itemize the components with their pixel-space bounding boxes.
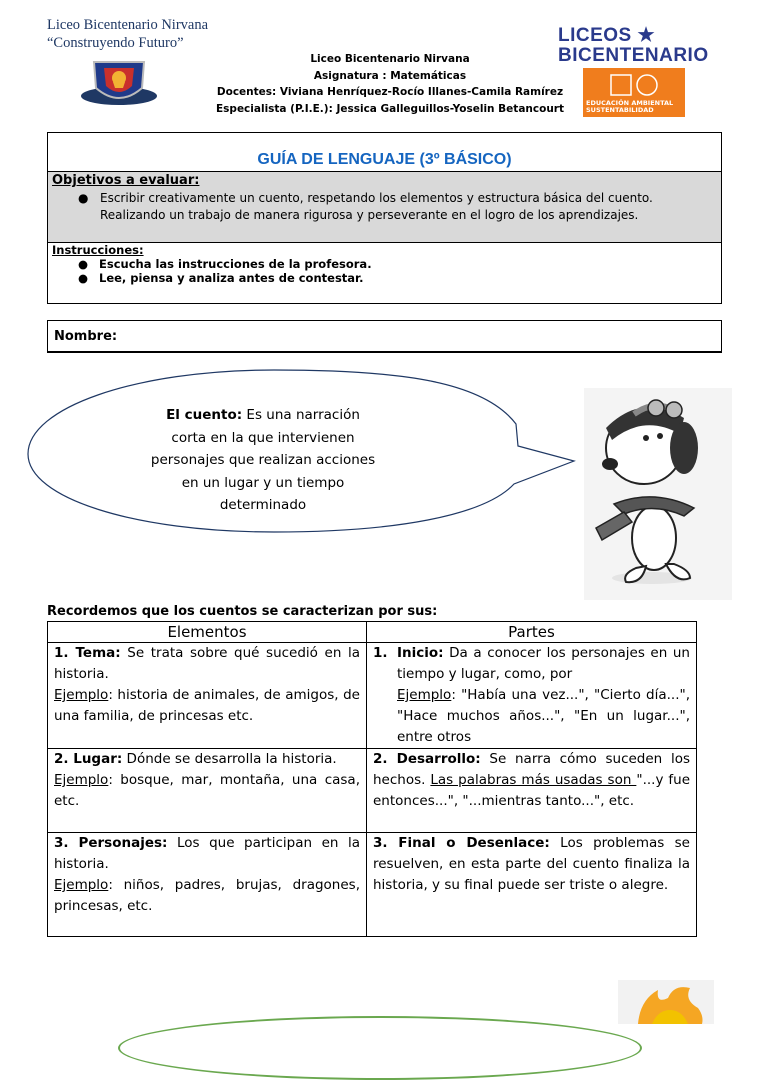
header-school: Liceo Bicentenario Nirvana — [310, 53, 470, 65]
objectives-section — [48, 171, 721, 243]
part-desarrollo: 2. Desarrollo: Se narra cómo suceden los hechos. Las palabras más usadas son "...y fue entonces...", "...mientras tanto...", etc. — [367, 749, 697, 833]
bullet-icon: ● — [78, 257, 89, 271]
header-info — [190, 51, 590, 117]
bullet-icon: ● — [78, 271, 89, 285]
bullet-icon: ● — [78, 191, 89, 205]
table-row — [48, 643, 697, 749]
table-row — [48, 833, 697, 937]
name-label: Nombre: — [54, 329, 118, 344]
guide-box — [47, 132, 722, 304]
school-header — [47, 16, 208, 52]
school-motto: “Construyendo Futuro” — [47, 35, 184, 51]
element-tema: 1. Tema: Se trata sobre qué sucedió en la historia. Ejemplo: historia de animales, de amigos, de una familia, de princesas etc. — [48, 643, 367, 749]
bubble-bold: El cuento: — [166, 407, 243, 423]
instructions-heading: Instrucciones: — [52, 243, 144, 257]
bottom-illustration — [618, 980, 714, 1024]
instruction-item: ● Escucha las instrucciones de la profesora. — [78, 257, 372, 271]
snoopy-aviator-image — [584, 388, 732, 600]
objective-text: Escribir creativamente un cuento, respetando los elementos y estructura básica del cuento. Realizando un trabajo de manera rigurosa y perseverante en el logro de los aprendizajes. — [100, 191, 653, 222]
table-row — [48, 749, 697, 833]
part-final: 3. Final o Desenlace: Los problemas se resuelven, en esta parte del cuento finaliza la historia, y su final puede ser triste o alegre. — [367, 833, 697, 937]
table-header-row — [48, 622, 697, 643]
header-partes: Partes — [367, 622, 697, 643]
badge-emblem-icon — [607, 72, 663, 98]
guide-title: GUÍA DE LENGUAJE (3º BÁSICO) — [257, 151, 512, 168]
logo-line2: BICENTENARIO — [558, 45, 709, 66]
badge-text: EDUCACIÓN AMBIENTAL SUSTENTABILIDAD — [586, 99, 674, 114]
logo-line1: LICEOS — [558, 25, 632, 46]
name-field[interactable] — [47, 320, 722, 353]
star-icon: ★ — [631, 25, 656, 46]
header-subject: Asignatura : Matemáticas — [313, 69, 467, 82]
objectives-heading: Objetivos a evaluar: — [52, 173, 200, 188]
environment-badge — [583, 68, 685, 117]
element-personajes: 3. Personajes: Los que participan en la historia. Ejemplo: niños, padres, brujas, dragones, princesas, etc. — [48, 833, 367, 937]
instruction-item: ● Lee, piensa y analiza antes de contestar. — [78, 271, 364, 285]
recall-heading: Recordemos que los cuentos se caracterizan por sus: — [47, 604, 438, 619]
story-table — [47, 621, 697, 937]
header-teachers: Docentes: Viviana Henríquez-Rocío Illanes-Camila Ramírez — [216, 86, 564, 98]
bubble-body: Es una narración corta en la que intervienen personajes que realizan acciones en un lugar y un tiempo determinado — [150, 407, 376, 513]
bubble-text — [150, 404, 376, 517]
liceos-bicentenario-logo — [558, 26, 709, 66]
school-crest-logo — [80, 58, 158, 110]
instructions-section — [52, 243, 372, 285]
part-inicio: 1. Inicio: Da a conocer los personajes en un tiempo y lugar, como, por Ejemplo: "Había una vez...", "Cierto día...", "Hace muchos años...", "En un lugar...", entre otros — [367, 643, 697, 749]
school-name: Liceo Bicentenario Nirvana — [47, 17, 209, 33]
element-lugar: 2. Lugar: Dónde se desarrolla la historia. Ejemplo: bosque, mar, montaña, una casa, etc. — [48, 749, 367, 833]
header-specialist: Especialista (P.I.E.): Jessica Galleguillos-Yoselin Betancourt — [216, 102, 564, 115]
bottom-bubble-outline — [118, 1016, 642, 1080]
header-elementos: Elementos — [48, 622, 367, 643]
